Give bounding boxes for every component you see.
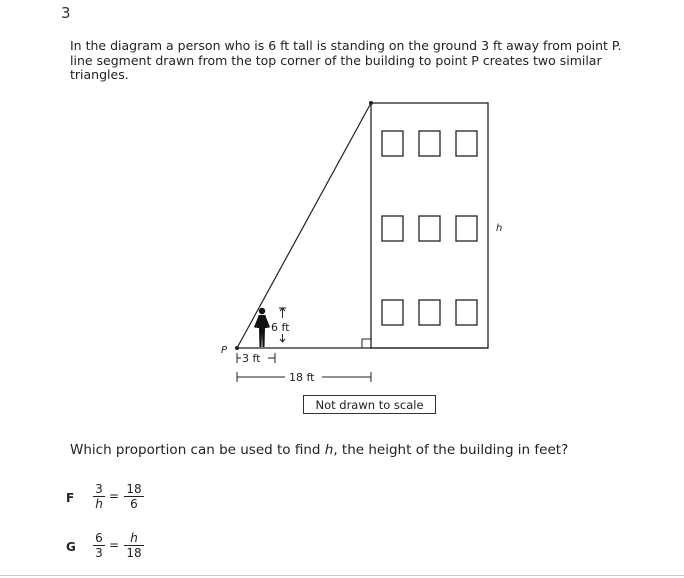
fraction-denominator: 6 bbox=[130, 497, 138, 511]
fraction-numerator: 3 bbox=[93, 482, 105, 497]
fraction-numerator: h bbox=[124, 531, 144, 546]
building bbox=[371, 103, 488, 348]
stem-line-3: triangles. bbox=[70, 67, 129, 82]
prompt-variable: h bbox=[324, 442, 334, 458]
base-distance-label: 18 ft bbox=[289, 371, 315, 384]
building-top-corner-point bbox=[369, 101, 373, 105]
page-bottom-divider bbox=[0, 575, 684, 576]
question-number: 3 bbox=[61, 4, 71, 22]
prompt-text-pre: Which proportion can be used to find bbox=[70, 442, 325, 458]
fraction-denominator: h bbox=[95, 497, 103, 511]
fraction-numerator: 6 bbox=[93, 531, 105, 546]
sight-line bbox=[237, 103, 371, 348]
person-distance-label: 3 ft bbox=[242, 352, 261, 365]
stem-line-1: In the diagram a person who is 6 ft tall is standing on the ground 3 ft away from point P. bbox=[70, 38, 622, 53]
point-p-label: P bbox=[221, 345, 228, 356]
prompt-text-post: , the height of the building in feet? bbox=[333, 442, 569, 458]
fraction-denominator: 3 bbox=[95, 546, 103, 560]
building-windows bbox=[382, 131, 477, 325]
option-letter: G bbox=[66, 540, 76, 554]
question-prompt bbox=[70, 442, 568, 458]
option-right-fraction bbox=[124, 531, 144, 560]
stem-line-2: line segment drawn from the top corner of the building to point P creates two similar bbox=[70, 52, 602, 68]
option-left-fraction bbox=[93, 531, 105, 560]
equals-sign: = bbox=[109, 538, 120, 552]
option-left-fraction bbox=[93, 482, 105, 511]
building-height-label: h bbox=[496, 223, 503, 234]
option-letter: F bbox=[66, 491, 75, 505]
equals-sign: = bbox=[109, 489, 120, 503]
option-right-fraction bbox=[124, 482, 144, 511]
fraction-denominator: 18 bbox=[126, 546, 142, 560]
right-angle-marker bbox=[362, 339, 371, 348]
not-to-scale-note: Not drawn to scale bbox=[303, 395, 436, 414]
fraction-numerator: 18 bbox=[124, 482, 144, 497]
point-p bbox=[235, 346, 239, 350]
person-height-label: 6 ft bbox=[271, 321, 290, 334]
